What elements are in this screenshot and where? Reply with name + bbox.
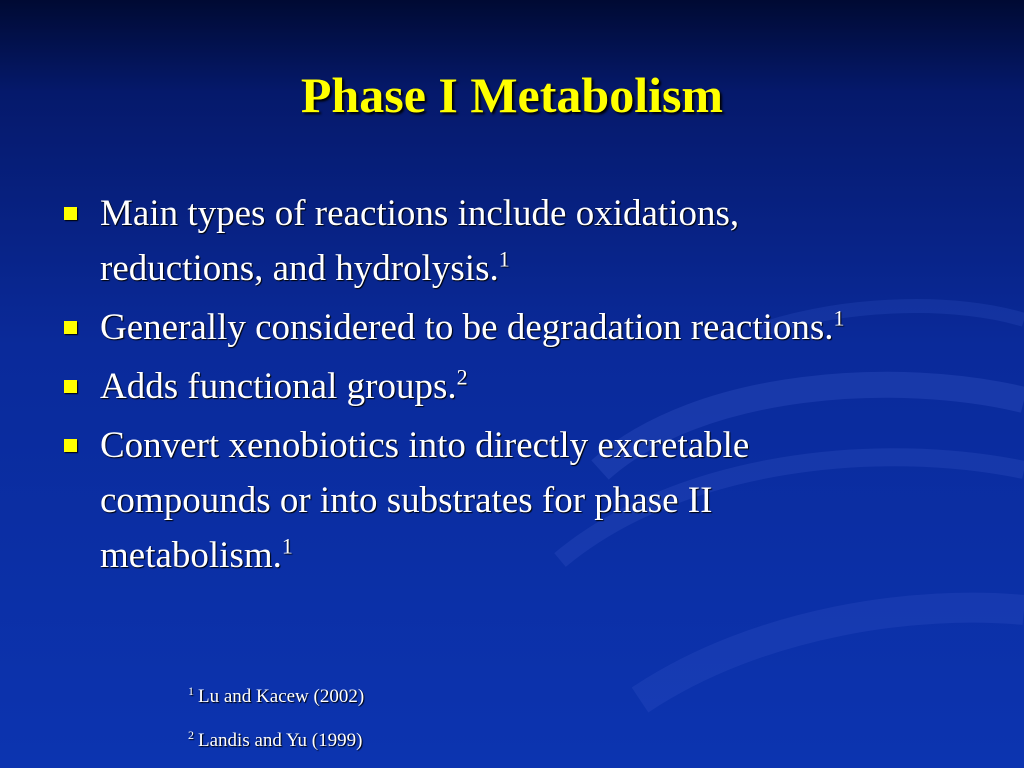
bullet-text: Adds functional groups. (100, 366, 457, 407)
square-bullet-icon (64, 321, 77, 334)
square-bullet-icon (64, 380, 77, 393)
bullet-item (62, 359, 902, 414)
reference-text: Lu and Kacew (2002) (198, 686, 365, 707)
citation-superscript: 1 (281, 533, 293, 559)
citation-superscript: 2 (456, 364, 468, 390)
bullet-item (62, 186, 902, 296)
square-bullet-icon (64, 207, 77, 220)
square-bullet-icon (64, 439, 77, 452)
bullet-text: Main types of reactions include oxidations, reductions, and hydrolysis. (100, 193, 740, 289)
reference-number: 1 (188, 683, 194, 698)
reference-number: 2 (188, 727, 194, 742)
bullet-text: Generally considered to be degradation reactions. (100, 307, 834, 348)
bullet-item (62, 300, 902, 355)
reference-item (188, 683, 365, 708)
reference-item (188, 727, 364, 752)
citation-superscript: 1 (833, 305, 845, 331)
citation-superscript: 1 (498, 246, 510, 272)
bullet-item (62, 418, 902, 583)
bullet-text: Convert xenobiotics into directly excretable compounds or into substrates for phase II metabolism. (100, 425, 750, 576)
references (188, 683, 365, 768)
reference-text: Landis and Yu (1999) (198, 730, 363, 751)
bullet-list (62, 186, 902, 587)
slide-title: Phase I Metabolism (300, 67, 724, 123)
